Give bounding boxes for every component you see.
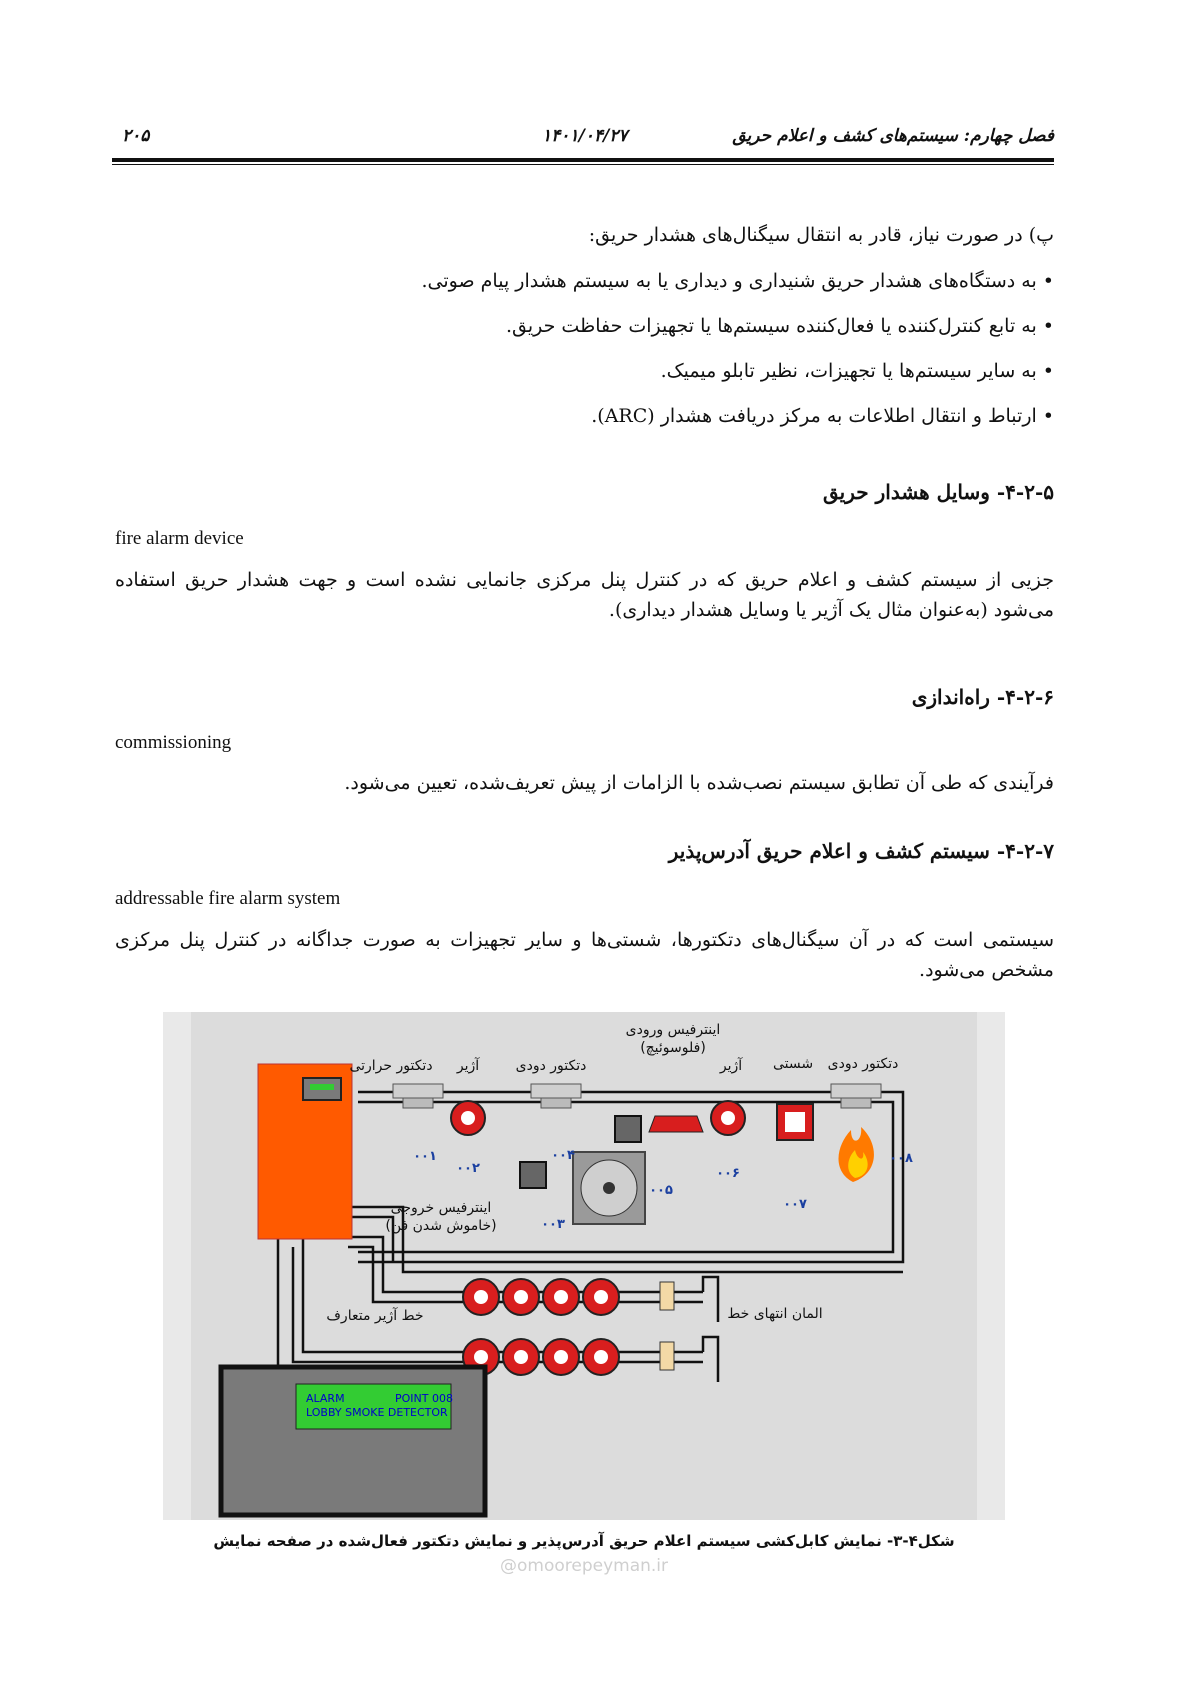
siren-icon bbox=[711, 1101, 745, 1135]
label-manual-call-point: شستی bbox=[772, 1056, 814, 1072]
english-term: commissioning bbox=[115, 732, 232, 753]
section-body: جزیی از سیستم کشف و اعلام حریق که در کنترل پنل مرکزی جانمایی نشده است و جهت هشدار حریق استفاده می‌شود (به‌عنوان مثال یک آژیر یا وسایل هشدار دیداری). bbox=[115, 569, 1054, 621]
input-interface-icon bbox=[615, 1116, 641, 1142]
label-siren: آژیر bbox=[719, 1058, 743, 1074]
manual-call-point-icon bbox=[777, 1104, 813, 1140]
section-p-intro: پ) در صورت نیاز، قادر به انتقال سیگنال‌های هشدار حریق: bbox=[588, 224, 1054, 246]
english-term: addressable fire alarm system bbox=[115, 888, 341, 909]
label-output-interface-sub: (خاموش شدن فن) bbox=[385, 1218, 497, 1234]
wiring-diagram-figure bbox=[163, 1012, 1005, 1520]
label-smoke-detector: دتکتور دودی bbox=[515, 1058, 587, 1074]
label-heat-detector: دتکتور حرارتی bbox=[349, 1058, 433, 1074]
section-heading: ۴-۲-۶- راه‌اندازی bbox=[911, 685, 1054, 709]
siren-icon bbox=[451, 1101, 485, 1135]
display-line1-right: POINT 008 bbox=[395, 1392, 453, 1405]
address-label: ۰۰۸ bbox=[889, 1151, 913, 1166]
header-rule bbox=[112, 158, 1054, 162]
label-smoke-detector: دتکتور دودی bbox=[827, 1056, 899, 1072]
section-body: فرآیندی که طی آن تطابق سیستم نصب‌شده با الزامات از پیش تعریف‌شده، تعیین می‌شود. bbox=[344, 772, 1054, 794]
page-header bbox=[112, 126, 1054, 152]
header-rule-thin bbox=[112, 164, 1054, 165]
address-label: ۰۰۴ bbox=[551, 1148, 575, 1163]
label-input-interface: اینترفیس ورودی bbox=[625, 1022, 721, 1038]
wiring-diagram bbox=[163, 1012, 1005, 1520]
label-siren: آژیر bbox=[456, 1058, 480, 1074]
address-label: ۰۰۲ bbox=[456, 1161, 480, 1176]
label-conventional-line: خط آژیر متعارف bbox=[326, 1308, 424, 1324]
output-interface-icon bbox=[520, 1162, 546, 1188]
fan-icon bbox=[573, 1152, 645, 1224]
chapter-title: فصل چهارم: سیستم‌های کشف و اعلام حریق bbox=[732, 126, 1054, 146]
flow-switch-icon bbox=[649, 1116, 703, 1132]
address-label: ۰۰۶ bbox=[716, 1166, 740, 1181]
page-number: ۲۰۵ bbox=[122, 126, 150, 146]
bullet-item: • به دستگاه‌های هشدار حریق شنیداری و دیداری یا به سیستم هشدار پیام صوتی. bbox=[422, 266, 1054, 296]
section-heading: ۴-۲-۷- سیستم کشف و اعلام حریق آدرس‌پذیر bbox=[668, 839, 1054, 863]
display-line1-left: ALARM bbox=[306, 1392, 345, 1405]
section-body: سیستمی است که در آن سیگنال‌های دتکتورها، شستی‌ها و سایر تجهیزات به صورت جداگانه در کنترل پنل مرکزی مشخص می‌شود. bbox=[115, 929, 1054, 981]
figure-caption: شکل۴-۳- نمایش کابل‌کشی سیستم اعلام حریق آدرس‌پذیر و نمایش دتکتور فعال‌شده در صفحه نمایش bbox=[213, 1532, 955, 1550]
bullet-item: • به سایر سیستم‌ها یا تجهیزات، نظیر تابلو میمیک. bbox=[661, 356, 1054, 386]
address-label: ۰۰۱ bbox=[413, 1149, 437, 1164]
label-input-interface-sub: (فلوسوئیچ) bbox=[640, 1040, 706, 1056]
watermark-text: @omoorepeyman.ir bbox=[500, 1556, 669, 1576]
label-end-of-line: المان انتهای خط bbox=[727, 1306, 823, 1322]
address-label: ۰۰۳ bbox=[541, 1217, 565, 1232]
header-date: ۱۴۰۱/۰۴/۲۷ bbox=[542, 126, 628, 146]
section-heading: ۴-۲-۵- وسایل هشدار حریق bbox=[823, 480, 1054, 504]
bullet-item: • به تابع کنترل‌کننده یا فعال‌کننده سیستم‌ها یا تجهیزات حفاظت حریق. bbox=[506, 311, 1054, 341]
address-label: ۰۰۵ bbox=[649, 1183, 673, 1198]
label-output-interface: اینترفیس خروجی bbox=[390, 1200, 492, 1216]
english-term: fire alarm device bbox=[115, 528, 244, 549]
address-label: ۰۰۷ bbox=[783, 1197, 807, 1212]
display-line2: LOBBY SMOKE DETECTOR bbox=[306, 1406, 448, 1419]
bullet-item: • ارتباط و انتقال اطلاعات به مرکز دریافت هشدار (ARC). bbox=[591, 401, 1054, 431]
